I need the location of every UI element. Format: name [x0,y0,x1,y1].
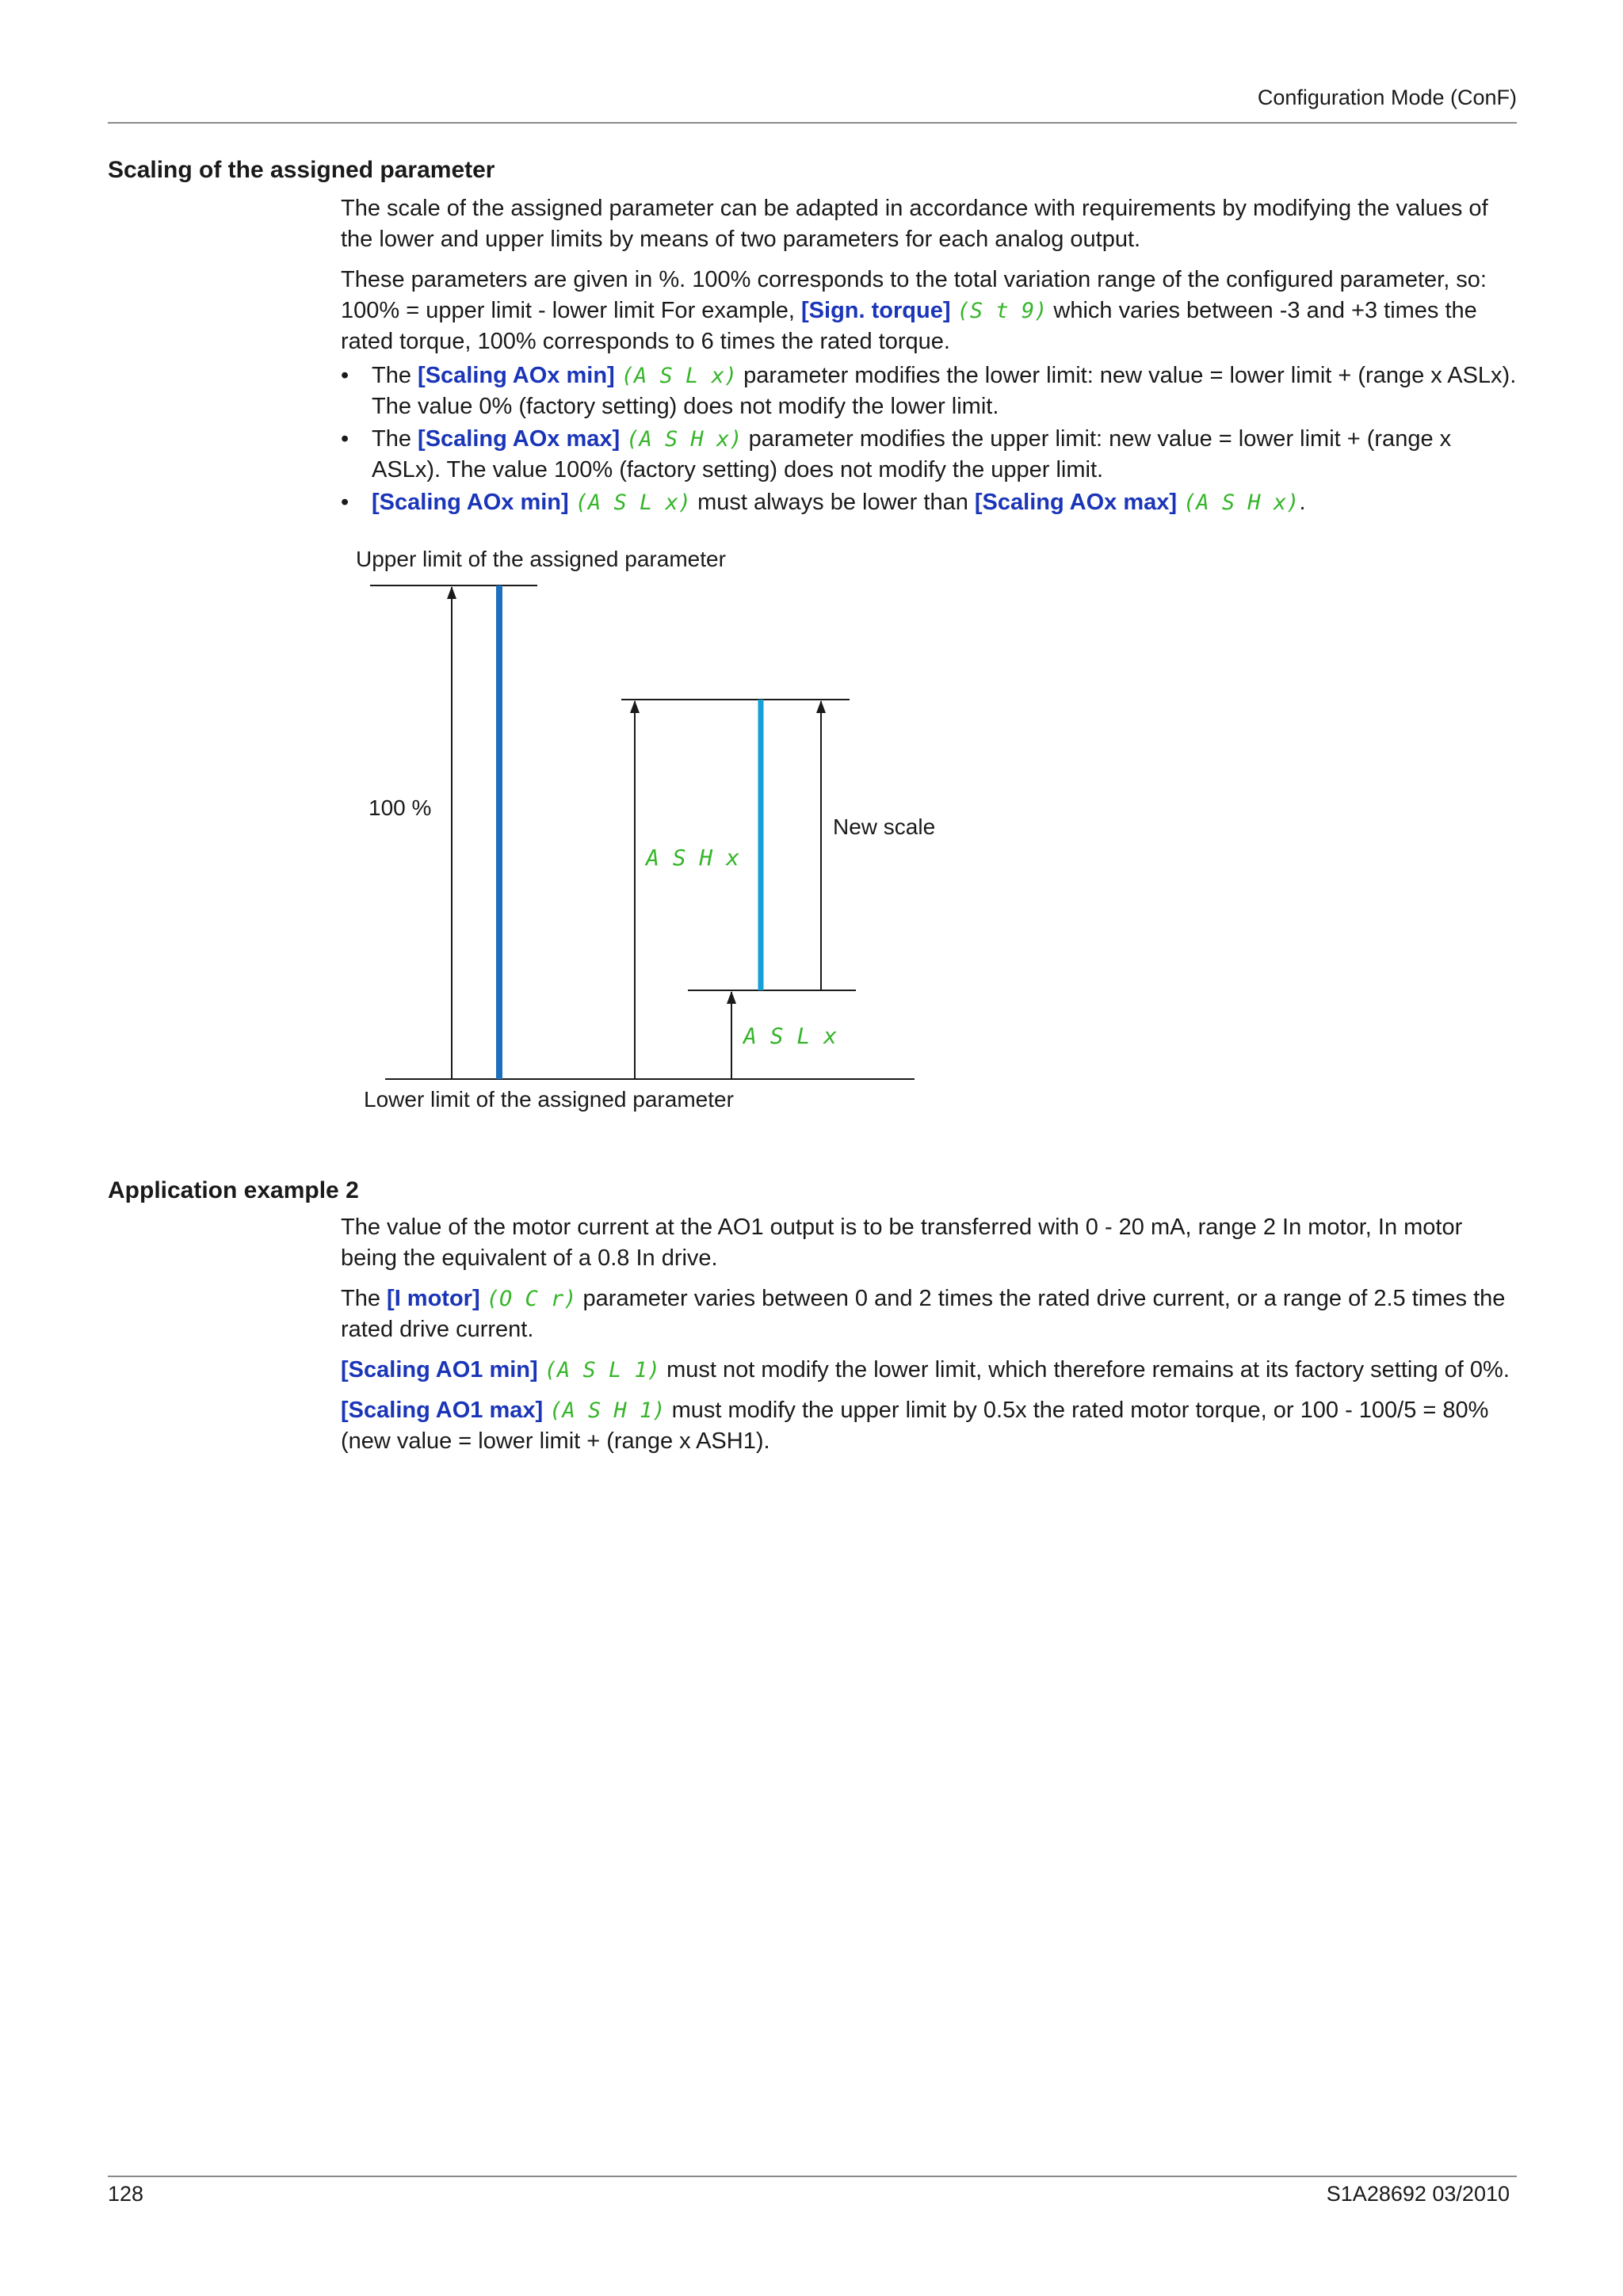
bullet-icon: • [341,363,349,388]
param-name-scaling-max: [Scaling AOx max] [418,426,621,452]
diagram-lower-limit-label: Lower limit of the assigned parameter [364,1087,734,1112]
text-run: must not modify the lower limit, which therefore remains at its factory setting of 0%. [660,1357,1510,1383]
param-code-ashx: (A S H x) [1183,490,1300,515]
paragraph [341,1283,1517,1345]
text-run: The [372,363,418,388]
asl-label: A S L x [743,1023,838,1049]
text-run: parameter varies between 0 and 2 times the rated drive current, or a range of 2.5 times the rated drive current. [341,1286,1506,1342]
param-code-ocr: (O C r) [486,1287,577,1311]
paragraph: The value of the motor current at the AO1 output is to be transferred with 0 - 20 mA, range 2 In motor, In motor being the equivalent of a 0.8 In drive. [341,1215,1463,1271]
param-code-ash1: (A S H 1) [549,1398,666,1423]
paragraph: The scale of the assigned parameter can be adapted in accordance with requirements by modifying the values of the lower and upper limits by means of two parameters for each analog output. [341,196,1488,252]
running-header: Configuration Mode (ConF) [1257,86,1517,109]
param-name-scaling-min: [Scaling AOx min] [418,363,615,388]
bullet-item [341,360,1517,422]
text-run: The [341,1286,388,1311]
param-name-scaling-min: [Scaling AOx min] [372,490,569,515]
param-name-scaling-max: [Scaling AOx max] [974,490,1178,515]
text-run: . [1299,490,1306,515]
param-code-stq: (S t 9) [957,299,1048,323]
paragraph [341,1355,1517,1386]
param-code-asl1: (A S L 1) [544,1358,661,1383]
paragraph [341,1395,1517,1457]
bullet-icon: • [341,490,349,515]
text-run: must always be lower than [691,490,975,515]
param-code-aslx: (A S L x) [621,364,738,388]
bullet-icon: • [341,426,349,452]
page-number: 128 [108,2182,144,2206]
param-code-ashx: (A S H x) [626,427,743,452]
param-code-aslx: (A S L x) [575,490,692,515]
section-example-body [341,1212,1517,1466]
bullet-item [341,487,1517,518]
footer-divider [108,2176,1517,2177]
param-name-i-motor: [I motor] [387,1286,480,1311]
text-run: which varies between -3 and +3 times the rated torque, 100% corresponds to 6 times the rated torque. [341,298,1477,354]
param-name-scaling-ao1-max: [Scaling AO1 max] [341,1398,544,1423]
param-name-sign-torque: [Sign. torque] [801,298,951,323]
text-run: The [372,426,418,452]
percent-label: 100 % [369,795,432,820]
text-run: These parameters are given in %. 100% corresponds to the total variation range of the configured parameter, so: 100% = upper limit - lower limit For example, [341,267,1487,323]
text-run: parameter modifies the lower limit: new value = lower limit + (range x ASLx). The value 0% (factory setting) does not modify the lower limit. [372,363,1517,419]
header-divider [108,122,1517,124]
text-run: parameter modifies the upper limit: new value = lower limit + (range x ASLx). The value 100% (factory setting) does not modify the upper limit. [372,426,1452,482]
section-heading-scaling: Scaling of the assigned parameter [108,157,495,183]
param-name-scaling-ao1-min: [Scaling AO1 min] [341,1357,538,1383]
diagram-upper-limit-label: Upper limit of the assigned parameter [356,547,726,571]
document-reference: S1A28692 03/2010 [1326,2182,1510,2206]
section-heading-application-example: Application example 2 [108,1177,359,1203]
text-run: must modify the upper limit by 0.5x the rated motor torque, or 100 - 100/5 = 80% (new value = lower limit + (range x ASH1). [341,1398,1489,1454]
ash-label: A S H x [646,845,740,871]
section-scaling-body [341,193,1517,520]
paragraph [341,265,1517,357]
new-scale-label: New scale [833,814,936,839]
bullet-item [341,424,1517,486]
